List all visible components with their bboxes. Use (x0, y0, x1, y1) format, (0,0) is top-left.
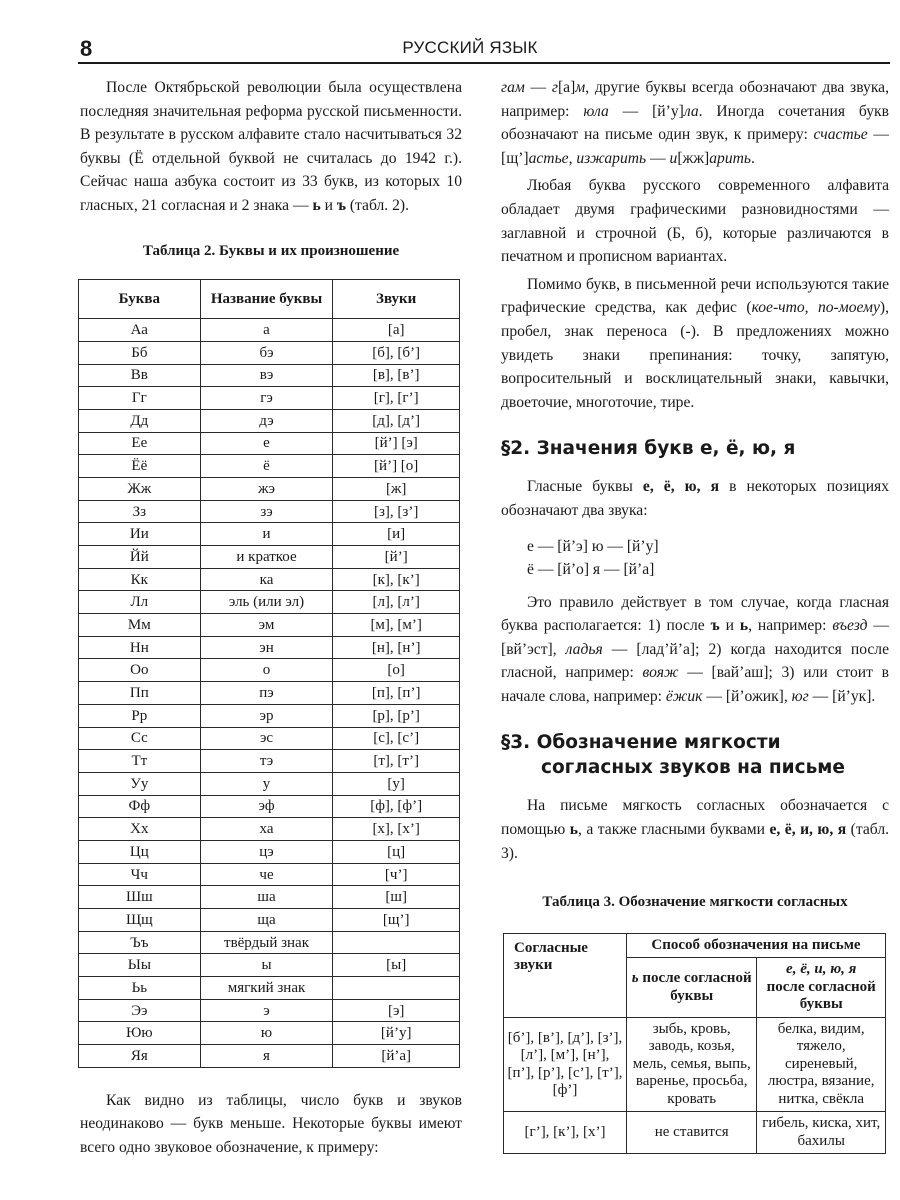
cell-letter: Ее (79, 432, 201, 455)
right-column (501, 76, 889, 1154)
cell-letter-name: эм (200, 614, 333, 637)
soft-sign-bold: ь (569, 821, 579, 839)
formula-line: ё — [й’о] я — [й’а] (527, 560, 655, 578)
cell-letter-name: е (200, 432, 333, 455)
cell-sounds: [щ’] (333, 909, 460, 932)
cell-letter: Зз (79, 500, 201, 523)
cell-letter: Хх (79, 818, 201, 841)
header-text: после согласной буквы (638, 970, 752, 1004)
hard-sign-bold: ъ (336, 196, 346, 214)
cell-vowel-examples: гибель, киска, хит, бахилы (757, 1112, 886, 1154)
cell-letter: Бб (79, 341, 201, 364)
cell-letter-name: твёрдый знак (200, 931, 333, 954)
cell-letter-name: о (200, 659, 333, 682)
cell-letter: Чч (79, 863, 201, 886)
table-row (79, 659, 460, 682)
text: — (524, 79, 552, 96)
table-row (79, 432, 460, 455)
cell-sounds: [с], [с’] (333, 727, 460, 750)
cell-sounds: [к], [к’] (333, 568, 460, 591)
cell-letter-name: ё (200, 455, 333, 478)
example-word: въезд (832, 617, 868, 635)
cell-soft-sign-examples: зыбь, кровь, заводь, козья, мель, семья, выпь, варенье, просьба, кровать (627, 1017, 757, 1112)
intro-text: (табл. 2). (345, 196, 409, 214)
table-row (79, 818, 460, 841)
cell-letter: Кк (79, 568, 201, 591)
example-word: ла (683, 102, 699, 120)
cell-sounds: [й’] [о] (333, 455, 460, 478)
transcription: — [щ’] (501, 126, 889, 167)
cell-letter-name: цэ (200, 840, 333, 863)
table-row (79, 727, 460, 750)
example-word: астье, изжарить (528, 149, 647, 167)
table-row (79, 682, 460, 705)
cell-letter: Уу (79, 772, 201, 795)
column-header-group-writing-method: Способ обозначения на письме (627, 933, 886, 958)
cell-sounds: [ц] (333, 840, 460, 863)
cell-sounds: [ш] (333, 886, 460, 909)
cell-sounds: [й’] (333, 546, 460, 569)
soft-sign-bold: ь (312, 196, 321, 214)
table-row (79, 523, 460, 546)
column-header-letter: Буква (79, 280, 201, 319)
after-table-paragraph: Как видно из таблицы, число букв и звуков неодинаково — букв меньше. Некоторые буквы имеют всего одно звуковое обозначение, к примеру: (80, 1091, 462, 1157)
cell-letter: Ыы (79, 954, 201, 977)
cell-letter: Аа (79, 319, 201, 342)
cell-letter-name: бэ (200, 341, 333, 364)
continuation-paragraph (501, 76, 889, 170)
cell-letter-name: эр (200, 704, 333, 727)
running-title: РУССКИЙ ЯЗЫК (402, 38, 538, 57)
cell-letter-name: зэ (200, 500, 333, 523)
table2-caption (80, 240, 462, 264)
table-row (79, 341, 460, 364)
table-row (79, 750, 460, 773)
cell-sounds: [н], [н’] (333, 636, 460, 659)
cell-sounds: [э] (333, 999, 460, 1022)
page-number: 8 (80, 36, 93, 61)
cell-vowel-examples: белка, видим, тяжело, сиреневый, люстра, вязание, нитка, свёкла (757, 1017, 886, 1112)
example-word: счастье (813, 126, 868, 144)
text: . (751, 149, 755, 167)
cell-letter-name: у (200, 772, 333, 795)
cell-letter-name: э (200, 999, 333, 1022)
section2-rule-paragraph (501, 591, 889, 709)
cell-letter-name: и (200, 523, 333, 546)
cell-sounds: [ф], [ф’] (333, 795, 460, 818)
section2-intro (501, 475, 889, 522)
table-row (79, 999, 460, 1022)
cell-letter: Гг (79, 387, 201, 410)
table3-header-row (504, 933, 886, 958)
column-header-consonant-sounds: Согласные звуки (504, 933, 627, 1017)
example-word: гам (501, 79, 525, 96)
table-row (79, 591, 460, 614)
cell-letter: Юю (79, 1022, 201, 1045)
cell-letter: Ъъ (79, 931, 201, 954)
cell-letter: Ьь (79, 977, 201, 1000)
cell-sounds: [л], [л’] (333, 591, 460, 614)
table-row (79, 886, 460, 909)
text: , а также гласными буквами (578, 821, 770, 839)
table-row (504, 1017, 886, 1112)
text: (табл. 3). (501, 821, 889, 862)
text: — [вай’аш]; 3) или стоит в начале слова, например: (501, 664, 889, 705)
column-header-soft-sign (627, 958, 757, 1018)
soft-sign-italic: ь (631, 970, 639, 987)
cell-letter: Оо (79, 659, 201, 682)
cell-letter-name: вэ (200, 364, 333, 387)
cell-letter: Ёё (79, 455, 201, 478)
cell-letter-name: ха (200, 818, 333, 841)
cell-letter: Рр (79, 704, 201, 727)
cell-letter: Нн (79, 636, 201, 659)
table-row (79, 364, 460, 387)
column-header-vowels (757, 958, 886, 1018)
cell-letter: Фф (79, 795, 201, 818)
text: — (646, 149, 670, 167)
text: в некоторых позициях обозначают два звука: (501, 478, 890, 519)
cell-sounds: [м], [м’] (333, 614, 460, 637)
table-row (504, 1112, 886, 1154)
table2-caption-label: Таблица 2 (142, 242, 212, 259)
table-row (79, 1022, 460, 1045)
cell-letter-name: эн (200, 636, 333, 659)
table-row (79, 909, 460, 932)
table-row (79, 772, 460, 795)
cell-letter: Вв (79, 364, 201, 387)
cell-letter: Цц (79, 840, 201, 863)
cell-letter: Щщ (79, 909, 201, 932)
vowels-italic: е, ё, и, ю, я (786, 961, 857, 978)
text: ), пробел, знак переноса (-). В предложениях можно увидеть знаки препинания: точку, запятую, вопросительный и восклицательный знаки, кавычки, двоеточие, многоточие, тире. (501, 299, 889, 411)
table-row (79, 795, 460, 818)
example-word: вояж (642, 664, 679, 682)
header-text: после согласной буквы (766, 978, 876, 1013)
table-row (79, 1045, 460, 1068)
cell-sounds: [ы] (333, 954, 460, 977)
table-row (79, 500, 460, 523)
cell-sounds: [у] (333, 772, 460, 795)
cell-sounds: [ж] (333, 477, 460, 500)
cell-sounds: [г], [г’] (333, 387, 460, 410)
cell-letter-name: эф (200, 795, 333, 818)
cell-letter: Шш (79, 886, 201, 909)
text: , например: (748, 617, 833, 635)
intro-text: После Октябрьской революции была осуществлена последняя значительная реформа русской письменности. В результате в русском алфавите стало насчитываться 32 буквы (Ё отдельной буквой не считалась до 1942 г.). Сейчас наша азбука состоит из 33 букв, из которых 10 гласных, 21 согласная и 2 знака — (80, 79, 462, 214)
section3-number: §3. (501, 732, 531, 754)
cell-letter-name: эс (200, 727, 333, 750)
cell-letter-name: мягкий знак (200, 977, 333, 1000)
section3-intro (501, 794, 889, 865)
text: — [вй’эст], (501, 617, 889, 658)
table3-caption (501, 891, 889, 915)
column-header-letter-name: Название буквы (200, 280, 333, 319)
cell-sounds: [б’], [в’], [д’], [з’], [л’], [м’], [н’], [п’], [р’], [с’], [т’], [ф’] (504, 1017, 627, 1112)
transcription: [а] (557, 79, 576, 96)
cell-sounds (333, 931, 460, 954)
table-row (79, 477, 460, 500)
text: . Иногда сочетания букв обозначают на письме один звук, к примеру: (501, 102, 889, 144)
cell-letter: Дд (79, 409, 201, 432)
cell-letter: Йй (79, 546, 201, 569)
cell-sounds: [г’], [к’], [х’] (504, 1112, 627, 1154)
cell-sounds: [ч’] (333, 863, 460, 886)
table2-caption-text: . Буквы и их произношение (211, 242, 400, 259)
text: Это правило действует в том случае, когда гласная буква располагается: 1) после (501, 593, 889, 635)
cell-letter: Лл (79, 591, 201, 614)
header-rule (78, 62, 890, 64)
cell-sounds: [й’а] (333, 1045, 460, 1068)
text: и (719, 617, 740, 635)
text: , другие буквы всегда обозначают два звука, например: (501, 79, 889, 120)
cell-sounds (333, 977, 460, 1000)
cell-letter-name: жэ (200, 477, 333, 500)
cell-sounds: [а] (333, 319, 460, 342)
section3-title: Обозначение мягкости согласных звуков на письме (536, 732, 845, 779)
text: — [й’ук]. (808, 687, 876, 705)
table2-header-row (79, 280, 460, 319)
intro-paragraph (80, 76, 462, 218)
cell-sounds: [д], [д’] (333, 409, 460, 432)
cell-soft-sign-examples: не ставится (627, 1112, 757, 1154)
cell-letter-name: и краткое (200, 546, 333, 569)
vowel-letters-bold: е, ё, и, ю, я (769, 821, 847, 839)
cell-letter: Жж (79, 477, 201, 500)
text: На письме мягкость согласных обозначается с помощью (501, 797, 889, 839)
example-word: м (575, 79, 586, 96)
cell-sounds: [з], [з’] (333, 500, 460, 523)
column-header-sounds: Звуки (333, 280, 460, 319)
cell-sounds: [х], [х’] (333, 818, 460, 841)
cell-letter-name: ю (200, 1022, 333, 1045)
table-row (79, 931, 460, 954)
table-row (79, 546, 460, 569)
transcription: — [й’у] (608, 102, 684, 120)
section3-heading (501, 730, 889, 780)
cell-letter-name: я (200, 1045, 333, 1068)
table-row (79, 704, 460, 727)
graphic-means-paragraph (501, 273, 889, 415)
section2-formulas (501, 535, 889, 581)
table-row (79, 614, 460, 637)
cell-letter: Ээ (79, 999, 201, 1022)
table-row (79, 840, 460, 863)
cell-letter-name: эль (или эл) (200, 591, 333, 614)
cell-letter-name: дэ (200, 409, 333, 432)
table-row (79, 455, 460, 478)
cell-letter-name: ша (200, 886, 333, 909)
cell-letter-name: а (200, 319, 333, 342)
cell-sounds: [й’у] (333, 1022, 460, 1045)
text: Помимо букв, в письменной речи используются такие графические средства, как дефис ( (501, 275, 889, 317)
formula-line: е — [й’э] ю — [й’у] (527, 537, 659, 555)
table-row (79, 568, 460, 591)
cell-letter: Сс (79, 727, 201, 750)
cell-letter-name: гэ (200, 387, 333, 410)
example-word: юла (583, 102, 609, 120)
cell-letter-name: ка (200, 568, 333, 591)
example-word: кое-что, по-моему (751, 299, 880, 317)
table-row (79, 636, 460, 659)
cell-letter-name: пэ (200, 682, 333, 705)
cell-letter: Мм (79, 614, 201, 637)
table-row (79, 863, 460, 886)
cell-letter: Тт (79, 750, 201, 773)
left-column (80, 76, 462, 1160)
cell-letter-name: ы (200, 954, 333, 977)
cell-sounds: [о] (333, 659, 460, 682)
cell-sounds: [р], [р’] (333, 704, 460, 727)
example-word: ёжик (665, 687, 703, 705)
cell-sounds: [т], [т’] (333, 750, 460, 773)
table3-caption-text: . Обозначение мягкости согласных (611, 894, 848, 911)
cell-letter: Яя (79, 1045, 201, 1068)
text: — [лад’й’а]; 2) когда находится после гласной, например: (501, 640, 889, 682)
intro-text: и (320, 196, 337, 214)
cell-sounds: [в], [в’] (333, 364, 460, 387)
cell-sounds: [и] (333, 523, 460, 546)
cell-letter-name: че (200, 863, 333, 886)
table-row (79, 409, 460, 432)
cell-letter: Пп (79, 682, 201, 705)
graphic-variants-paragraph: Любая буква русского современного алфавита обладает двумя графическими разновидностями — заглавной и строчной (Б, б), которые различаются в печатном и прописном вариантах. (501, 177, 889, 266)
vowel-letters-bold: е, ё, ю, я (642, 478, 720, 496)
table2-letters (78, 279, 460, 1068)
cell-letter-name: ща (200, 909, 333, 932)
table-row (79, 319, 460, 342)
soft-sign-bold: ь (739, 617, 749, 635)
table-row (79, 977, 460, 1000)
example-word: юг (791, 687, 809, 705)
section2-heading: §2. Значения букв е, ё, ю, я (501, 438, 796, 460)
example-word: арить (709, 149, 751, 167)
cell-letter-name: тэ (200, 750, 333, 773)
example-word: ладья (565, 640, 603, 658)
hard-sign-bold: ъ (710, 617, 720, 635)
table-row (79, 954, 460, 977)
transcription: [жж] (677, 149, 710, 167)
table3-caption-label: Таблица 3 (542, 894, 612, 911)
text: — [й’ожик], (702, 687, 792, 705)
table-row (79, 387, 460, 410)
table3-softness (503, 933, 886, 1155)
cell-sounds: [п], [п’] (333, 682, 460, 705)
cell-letter: Ии (79, 523, 201, 546)
text: Гласные буквы (527, 478, 643, 496)
example-word: г (551, 79, 558, 96)
cell-sounds: [й’] [э] (333, 432, 460, 455)
example-word: и (669, 149, 678, 167)
cell-sounds: [б], [б’] (333, 341, 460, 364)
